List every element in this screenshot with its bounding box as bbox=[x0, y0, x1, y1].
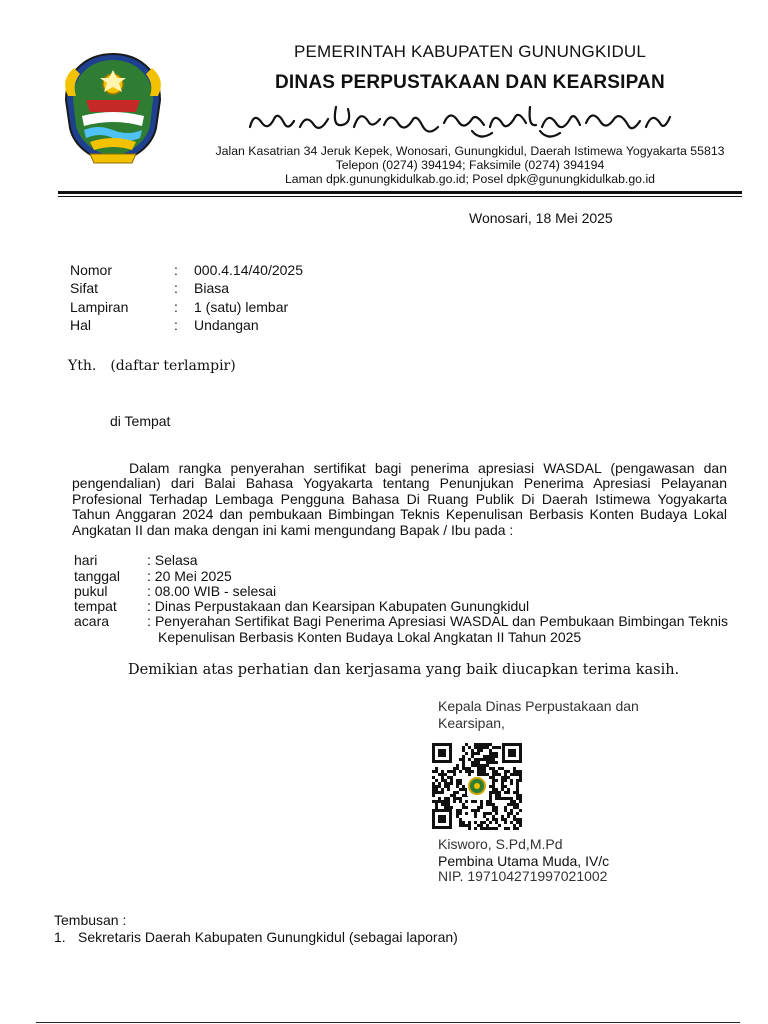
meta-label: Sifat bbox=[70, 280, 99, 296]
signatory-name: Kisworo, S.Pd,M.Pd bbox=[438, 836, 563, 852]
cc-item-text: Sekretaris Daerah Kabupaten Gunungkidul (sebagai laporan) bbox=[78, 929, 458, 945]
signatory-nip: NIP. 197104271997021002 bbox=[438, 868, 608, 884]
letter-subject: Undangan bbox=[194, 317, 259, 333]
event-label: hari bbox=[74, 552, 98, 568]
javanese-script-office-name-icon bbox=[244, 97, 676, 143]
phone-line: Telepon (0274) 394194; Faksimile (0274) 394194 bbox=[335, 158, 605, 172]
meta-colon: : bbox=[174, 299, 178, 315]
electronic-signature-qr-code-icon bbox=[431, 742, 523, 830]
footer-rule bbox=[36, 1022, 740, 1023]
signatory-rank: Pembina Utama Muda, IV/c bbox=[438, 853, 610, 869]
cc-list-item bbox=[54, 929, 458, 945]
event-agenda: : Penyerahan Sertifikat Bagi Penerima Apresiasi WASDAL dan Pembukaan Bimbingan Teknis Kepenulisan Berbasis Konten Budaya Lokal Angkatan II Tahun 2025 bbox=[147, 613, 728, 645]
regency-coat-of-arms-icon bbox=[60, 50, 166, 166]
event-label: pukul bbox=[74, 583, 108, 599]
letterhead-rule-thick bbox=[58, 191, 742, 194]
event-label: acara bbox=[74, 613, 110, 629]
event-day: : Selasa bbox=[147, 552, 198, 568]
letterhead-rule-thin bbox=[58, 196, 742, 197]
event-place: : Dinas Perpustakaan dan Kearsipan Kabupaten Gunungkidul bbox=[147, 598, 530, 614]
body-paragraph: Dalam rangka penyerahan sertifikat bagi penerima apresiasi WASDAL (pengawasan dan pengendalian) dari Balai Bahasa Yogyakarta tentang Penunjukan Penerima Apresiasi Pelayanan Profesional Terhadap Lembaga Pengguna Bahasa Di Ruang Publik Di Daerah Istimewa Yogyakarta Tahun Anggaran 2024 dan pembukaan Bimbingan Teknis Kepenulisan Berbasis Konten Budaya Lokal Angkatan II dan maka dengan ini kami mengundang Bapak / Ibu pada : bbox=[72, 460, 727, 538]
closing-sentence: Demikian atas perhatian dan kerjasama yang baik diucapkan terima kasih. bbox=[128, 662, 680, 678]
meta-label: Lampiran bbox=[70, 299, 129, 315]
meta-label: Nomor bbox=[70, 262, 113, 278]
recipient-place: di Tempat bbox=[110, 413, 171, 429]
event-label: tempat bbox=[74, 598, 117, 614]
event-time: : 08.00 WIB - selesai bbox=[147, 583, 277, 599]
event-agenda-row bbox=[74, 614, 728, 645]
event-day-row bbox=[74, 553, 728, 569]
meta-label: Hal bbox=[70, 317, 92, 333]
meta-colon: : bbox=[174, 262, 178, 278]
recipient-name: (daftar terlampir) bbox=[110, 358, 236, 374]
cc-item-number: 1. bbox=[54, 929, 66, 945]
event-label: tanggal bbox=[74, 568, 120, 584]
government-name: PEMERINTAH KABUPATEN GUNUNGKIDUL bbox=[293, 42, 647, 61]
letter-number: 000.4.14/40/2025 bbox=[194, 262, 303, 278]
address-line: Jalan Kasatrian 34 Jeruk Kepek, Wonosari, Gunungkidul, Daerah Istimewa Yogyakarta 55813 bbox=[215, 144, 725, 158]
letter-date: Wonosari, 18 Mei 2025 bbox=[469, 210, 613, 226]
event-date: : 20 Mei 2025 bbox=[147, 568, 232, 584]
recipient-line bbox=[68, 358, 236, 374]
meta-colon: : bbox=[174, 317, 178, 333]
recipient-salutation: Yth. bbox=[68, 358, 97, 374]
office-name: DINAS PERPUSTAKAAN DAN KEARSIPAN bbox=[275, 72, 665, 93]
signatory-title: Kepala Dinas Perpustakaan dan Kearsipan, bbox=[438, 698, 639, 731]
letter-nature: Biasa bbox=[194, 280, 230, 296]
web-email-line: Laman dpk.gunungkidulkab.go.id; Posel dpk@gunungkidulkab.go.id bbox=[284, 172, 656, 186]
letter-attachment: 1 (satu) lembar bbox=[194, 299, 289, 315]
cc-title: Tembusan : bbox=[54, 912, 127, 928]
meta-colon: : bbox=[174, 280, 178, 296]
